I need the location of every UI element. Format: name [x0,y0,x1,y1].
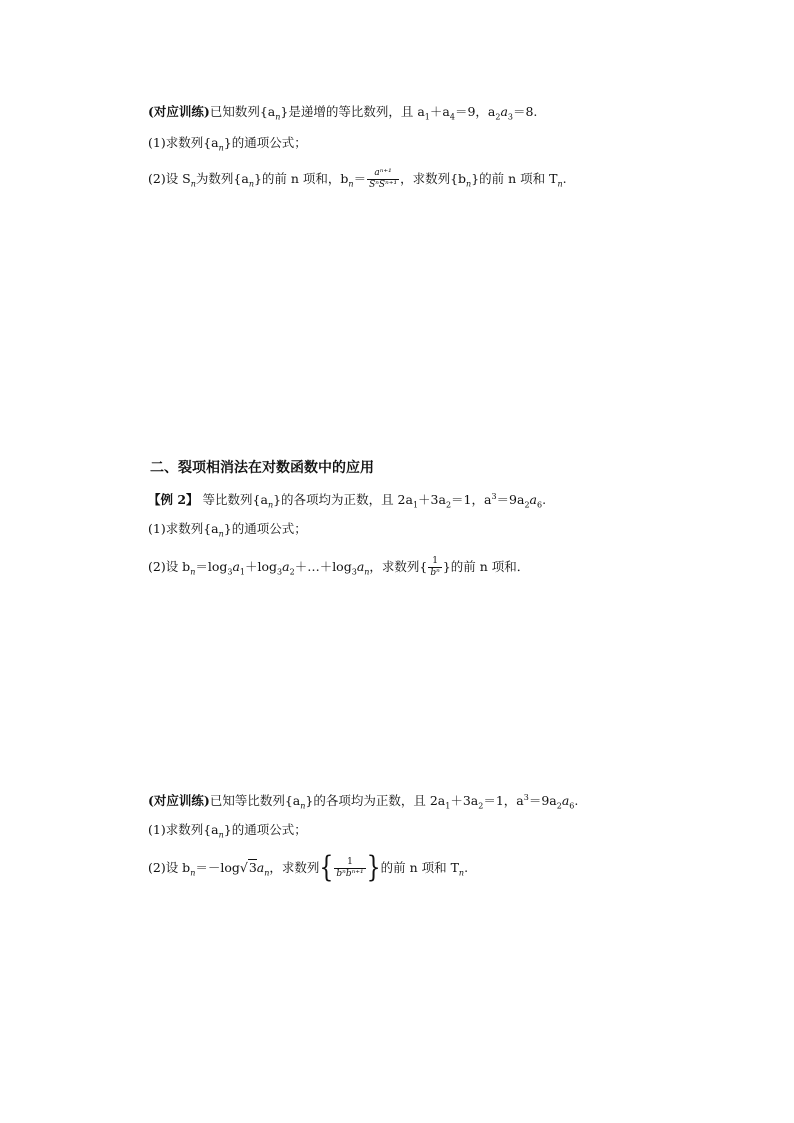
training-tag: (对应训练) [148,793,210,809]
example-tag: 【例 2】 [148,492,199,508]
right-brace: } [366,851,381,885]
training-tag: (对应训练) [148,104,210,119]
example2-statement: 【例 2】 等比数列$\{a_n\}$的各项均为正数，且 $2a_1+3a_2=1$，$a^3=9a_2a_6$. [148,492,547,510]
left-brace: { [319,851,334,885]
section1-question-2: (2)设 $S_n$为数列$\{a_n\}$的前 n 项和，$b_n=$ $\frac{\text{aⁿ⁺¹}}{\text{SⁿSⁿ⁺¹}}$ ，求数列$\{b_n\}$的前 n 项和 $T_n$. [148,168,567,190]
section1-problem-statement: (对应训练)已知数列$\{a_n\}$是递增的等比数列，且 $a_1+a_4=9$，$a_2a_3=8$. [148,104,538,122]
fraction: $\frac{\text{aⁿ⁺¹}}{\text{SⁿSⁿ⁺¹}}$ [369,168,398,190]
section1-question-1: (1)求数列$\{a_n\}$的通项公式； [148,135,307,153]
section3-question-1: (1)求数列$\{a_n\}$的通项公式； [148,822,307,840]
example2-question-2: (2)设 $b_n=\log_3a_1+\log_3a_2+\dots+\log_3a_n$，求数列{ $\frac{1}{\text{bⁿ}}$ }的前 n 项和． [148,556,530,578]
section-heading: 二、裂项相消法在对数函数中的应用 [150,460,374,476]
fraction: $\frac{1}{\text{bⁿ}}$ [430,556,440,578]
sqrt-symbol: √ [239,860,248,875]
section3-question-2: (2)设 $b_n=-\log√3a_n$，求数列{ $\frac{1}{\text{bⁿbⁿ⁺¹}}$ }的前 n 项和 $T_n$. [148,851,469,885]
fraction: $\frac{1}{\text{bⁿbⁿ⁺¹}}$ [336,857,364,879]
example2-question-1: (1)求数列$\{a_n\}$的通项公式； [148,521,307,539]
section3-problem-statement: (对应训练)已知等比数列$\{a_n\}$的各项均为正数，且 $2a_1+3a_2=1$，$a^3=9a_2a_6$. [148,793,579,811]
